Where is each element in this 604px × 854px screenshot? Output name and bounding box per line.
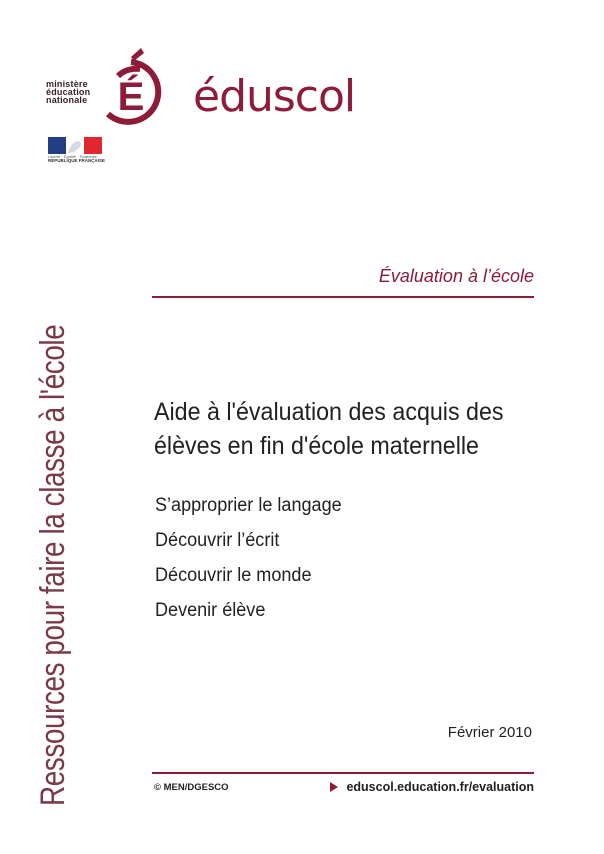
republique-name: RÉPUBLIQUE FRANÇAISE — [48, 158, 106, 163]
section-title: Évaluation à l’école — [378, 266, 534, 286]
ministry-line: ministère — [46, 79, 88, 89]
ministry-line: nationale — [46, 95, 88, 105]
arrow-right-icon — [330, 782, 338, 792]
republique-motto: Liberté · Égalité · Fraternité — [48, 154, 97, 159]
section-divider — [152, 296, 534, 298]
footer-link-text[interactable]: eduscol.education.fr/evaluation — [346, 780, 534, 794]
eduscol-logo: éduscol — [193, 71, 356, 122]
marianne-flag-icon — [48, 137, 102, 154]
footer-link[interactable] — [330, 780, 534, 794]
side-text: Ressources pour faire la classe à l'école — [34, 324, 72, 806]
topic-item: Découvrir le monde — [155, 565, 312, 586]
document-title: Aide à l'évaluation des acquis des élèves en fin d'école maternelle — [154, 398, 504, 460]
ministry-line: éducation — [46, 87, 91, 97]
topic-item: Découvrir l’écrit — [155, 530, 280, 551]
copyright: © MEN/DGESCO — [154, 782, 229, 793]
ministry-e-logo — [100, 48, 162, 134]
emblem-letter: É — [117, 75, 145, 119]
footer-divider — [152, 772, 534, 774]
publication-date: Février 2010 — [447, 724, 532, 741]
topic-item: S’approprier le langage — [155, 495, 342, 516]
ministry-name — [46, 80, 104, 104]
topic-item: Devenir élève — [155, 600, 266, 621]
topic-list — [155, 488, 351, 628]
